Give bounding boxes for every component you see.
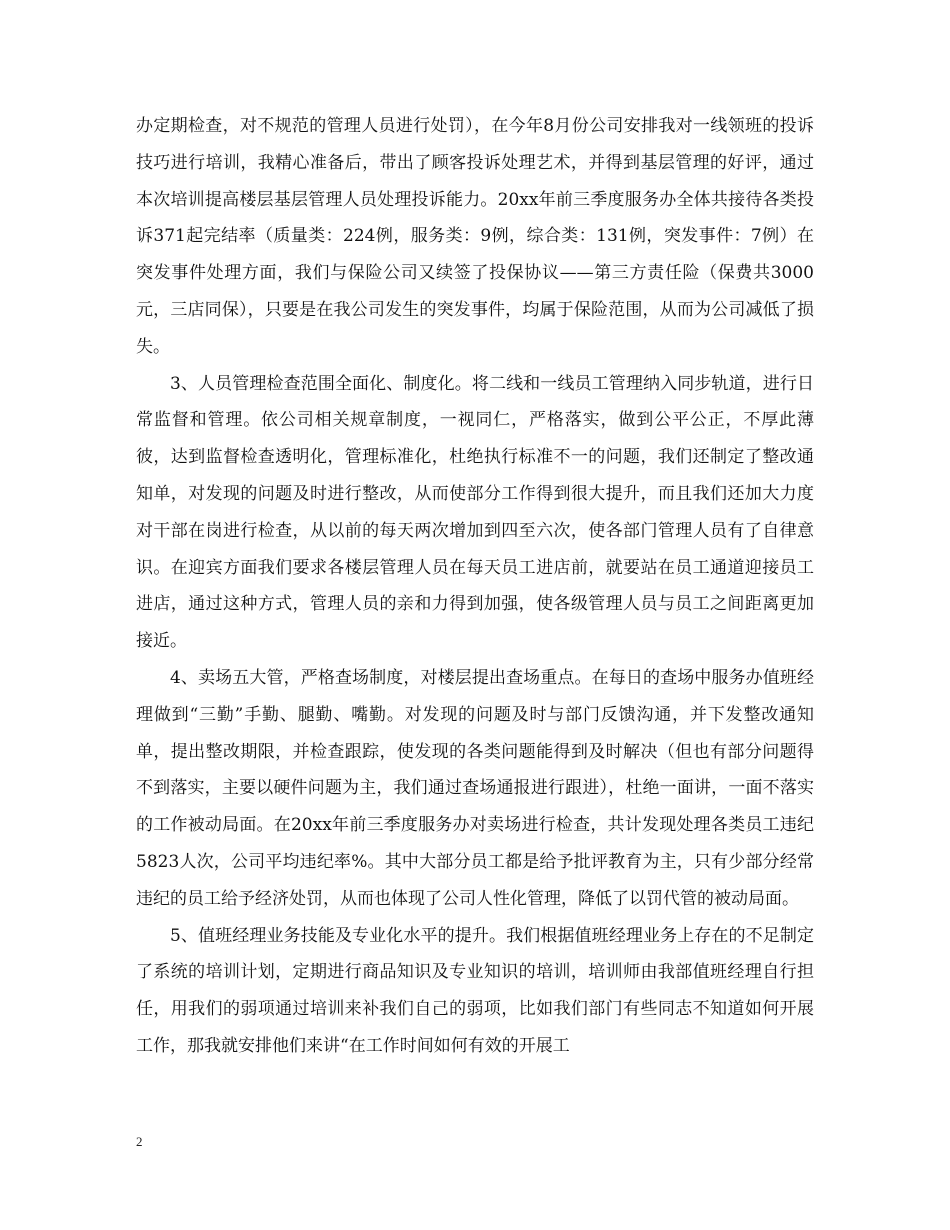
paragraph-duty-manager-skills: 5、值班经理业务技能及专业化水平的提升。我们根据值班经理业务上存在的不足制定了系统的培训计划，定期进行商品知识及专业知识的培训，培训师由我部值班经理自行担任，用我们的弱项通过培训来补我们自己的弱项，比如我们部门有些同志不知道如何开展工作，那我就安排他们来讲“在工作时间如何有效的开展工	[136, 925, 814, 1056]
paragraph-personnel-management: 3、人员管理检查范围全面化、制度化。将二线和一线员工管理纳入同步轨道，进行日常监督和管理。依公司相关规章制度，一视同仁，严格落实，做到公平公正，不厚此薄彼，达到监督检查透明化，管理标准化，杜绝执行标准不一的问题，我们还制定了整改通知单，对发现的问题及时进行整改，从而使部分工作得到很大提升，而且我们还加大力度对干部在岗进行检查，从以前的每天两次增加到四至六次，使各部门管理人员有了自律意识。在迎宾方面我们要求各楼层管理人员在每天员工进店前，就要站在员工通道迎接员工进店，通过这种方式，管理人员的亲和力得到加强，使各级管理人员与员工之间距离更加接近。	[136, 373, 814, 652]
paragraph-store-inspection: 4、卖场五大管，严格查场制度，对楼层提出查场重点。在每日的查场中服务办值班经理做到“三勤”手勤、腿勤、嘴勤。对发现的问题及时与部门反馈沟通，并下发整改通知单，提出整改期限，并检查跟踪，使发现的各类问题能得到及时解决（但也有部分问题得不到落实，主要以硬件问题为主，我们通过查场通报进行跟进），杜绝一面讲，一面不落实的工作被动局面。在20xx年前三季度服务办对卖场进行检查，共计发现处理各类员工违纪5823人次，公司平均违纪率%。其中大部分员工都是给予批评教育为主，只有少部分经常违纪的员工给予经济处罚，从而也体现了公司人性化管理，降低了以罚代管的被动局面。	[136, 667, 814, 909]
page-number: 2	[136, 1134, 143, 1149]
paragraph-continued: 办定期检查，对不规范的管理人员进行处罚），在今年8月份公司安排我对一线领班的投诉技巧进行培训，我精心准备后，带出了顾客投诉处理艺术，并得到基层管理的好评，通过本次培训提高楼层基层管理人员处理投诉能力。20xx年前三季度服务办全体共接待各类投诉371起完结率（质量类：224例，服务类：9例，综合类：131例，突发事件：7例）在突发事件处理方面，我们与保险公司又续签了投保协议——第三方责任险（保费共3000元，三店同保），只要是在我公司发生的突发事件，均属于保险范围，从而为公司减低了损失。	[136, 116, 814, 357]
document-body	[136, 108, 814, 1065]
